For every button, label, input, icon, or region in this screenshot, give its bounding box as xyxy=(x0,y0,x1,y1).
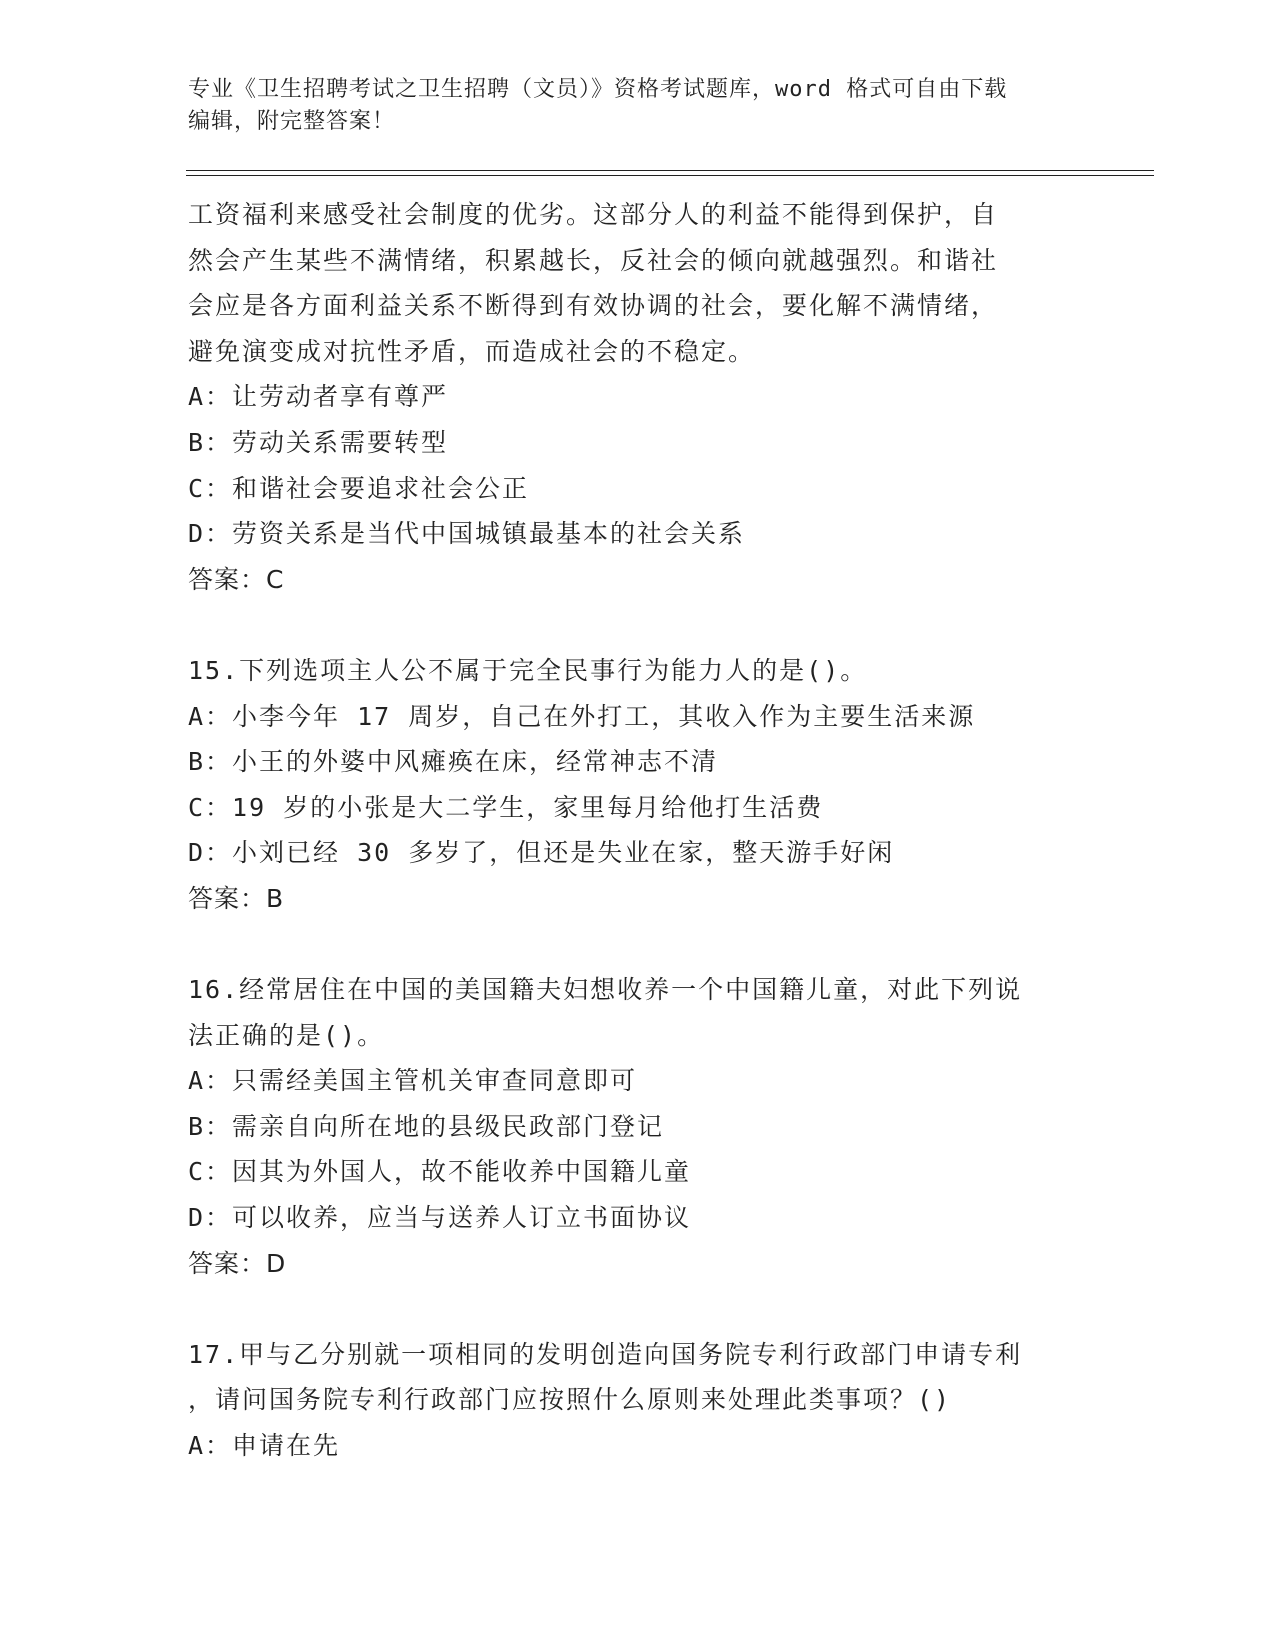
option-c: C：和谐社会要追求社会公正 xyxy=(188,473,530,503)
header-rule-top xyxy=(186,170,1154,171)
option-b: B：劳动关系需要转型 xyxy=(188,427,449,457)
question-stem-line: 然会产生某些不满情绪，积累越长，反社会的倾向就越强烈。和谐社 xyxy=(188,245,999,275)
question-stem-line: 15.下列选项主人公不属于完全民事行为能力人的是()。 xyxy=(188,655,868,685)
option-a: A：申请在先 xyxy=(188,1431,341,1461)
question-stem-line: ，请问国务院专利行政部门应按照什么原则来处理此类事项？() xyxy=(188,1385,952,1415)
page-header xyxy=(188,74,1088,138)
question-stem-line: 会应是各方面利益关系不断得到有效协调的社会，要化解不满情绪， xyxy=(188,291,999,321)
spacer xyxy=(188,922,1088,968)
header-rule-bottom xyxy=(186,175,1154,176)
question-stem-line: 17.甲与乙分别就一项相同的发明创造向国务院专利行政部门申请专利 xyxy=(188,1339,1023,1369)
question-content xyxy=(188,192,1088,1469)
answer-label: 答案：B xyxy=(188,883,285,913)
option-d: D：小刘已经 30 多岁了，但还是失业在家，整天游手好闲 xyxy=(188,838,895,868)
spacer xyxy=(188,1286,1088,1332)
question-16 xyxy=(188,967,1088,1286)
header-line-1: 专业《卫生招聘考试之卫生招聘（文员）》资格考试题库，word 格式可自由下载 xyxy=(188,77,1008,102)
option-b: B：小王的外婆中风瘫痪在床，经常神志不清 xyxy=(188,747,719,777)
question-stem-line: 16.经常居住在中国的美国籍夫妇想收养一个中国籍儿童，对此下列说 xyxy=(188,975,1023,1005)
option-c: C：因其为外国人，故不能收养中国籍儿童 xyxy=(188,1157,692,1187)
question-15 xyxy=(188,648,1088,922)
spacer xyxy=(188,602,1088,648)
option-b: B：需亲自向所在地的县级民政部门登记 xyxy=(188,1111,665,1141)
answer-label: 答案：D xyxy=(188,1248,287,1278)
question-stem-line: 法正确的是()。 xyxy=(188,1020,385,1050)
question-stem-line: 工资福利来感受社会制度的优劣。这部分人的利益不能得到保护，自 xyxy=(188,200,999,229)
option-d: D：劳资关系是当代中国城镇最基本的社会关系 xyxy=(188,519,746,549)
option-a: A：只需经美国主管机关审查同意即可 xyxy=(188,1066,638,1096)
option-c: C：19 岁的小张是大二学生，家里每月给他打生活费 xyxy=(188,792,824,822)
option-a: A：小李今年 17 周岁，自己在外打工，其收入作为主要生活来源 xyxy=(188,701,976,731)
header-line-2: 编辑，附完整答案！ xyxy=(188,109,396,134)
question-stem-line: 避免演变成对抗性矛盾，而造成社会的不稳定。 xyxy=(188,336,756,366)
option-a: A：让劳动者享有尊严 xyxy=(188,382,449,412)
question-17 xyxy=(188,1332,1088,1469)
option-d: D：可以收养，应当与送养人订立书面协议 xyxy=(188,1203,692,1233)
prev-question xyxy=(188,192,1088,602)
answer-label: 答案：C xyxy=(188,564,285,594)
